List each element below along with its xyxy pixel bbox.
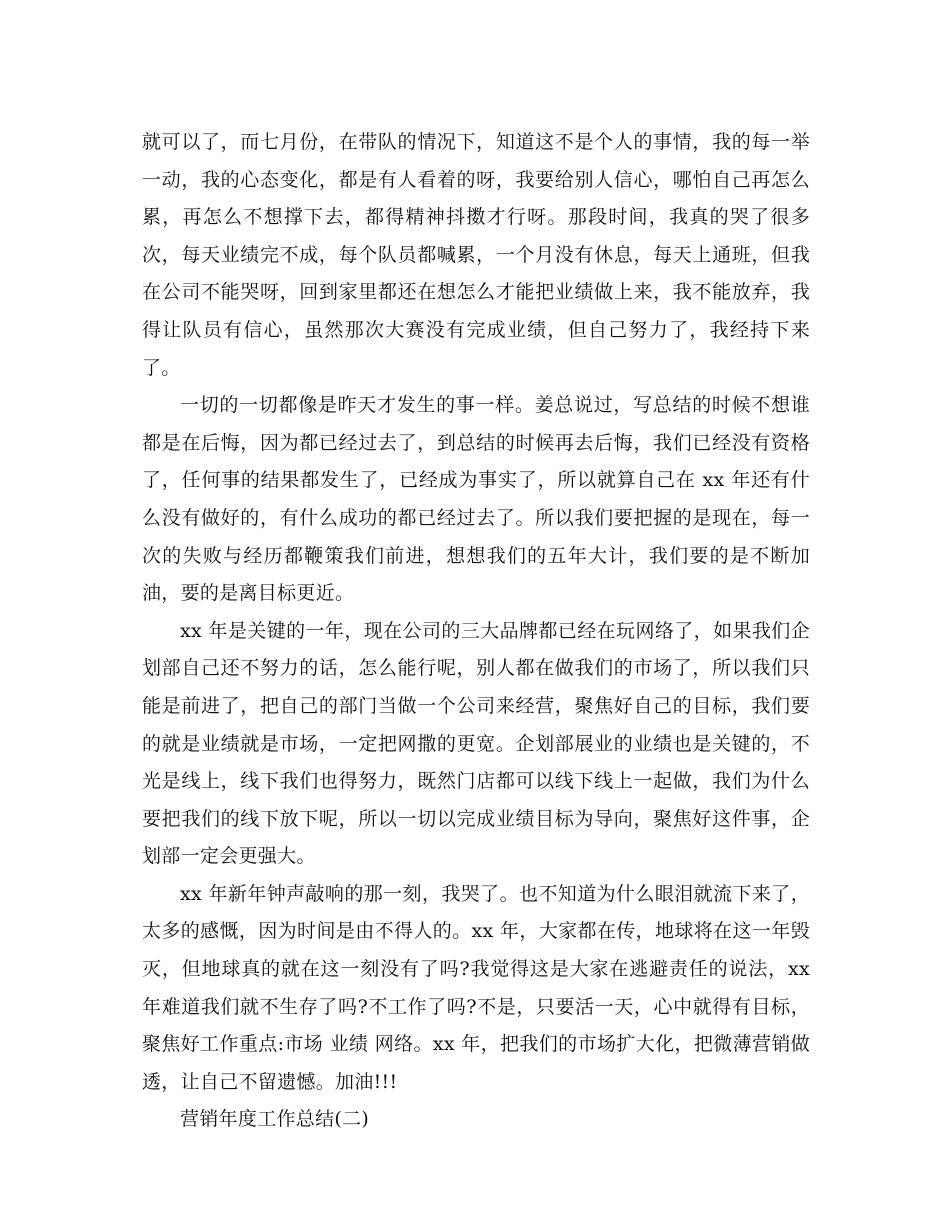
paragraph: xx 年新年钟声敲响的那一刻，我哭了。也不知道为什么眼泪就流下来了，太多的感慨，因为时间是由不得人的。xx 年，大家都在传，地球将在这一年毁灭，但地球真的就在这一刻没有了吗?我觉得这是大家在逃避责任的说法，xx 年难道我们就不生存了吗?不工作了吗?不是，只要活一天，心中就得有目标，聚焦好工作重点:市场 业绩 网络。xx 年，把我们的市场扩大化，把微薄营销做透，让自己不留遗憾。加油!!! — [142, 882, 810, 1093]
document-body — [142, 124, 810, 1139]
paragraph: 一切的一切都像是昨天才发生的事一样。姜总说过，写总结的时候不想谁都是在后悔，因为都已经过去了，到总结的时候再去后悔，我们已经没有资格了，任何事的结果都发生了，已经成为事实了，所以就算自己在 xx 年还有什么没有做好的，有什么成功的都已经过去了。所以我们要把握的是现在，每一次的失败与经历都鞭策我们前进，想想我们的五年大计，我们要的是不断加油，要的是离目标更近。 — [142, 394, 810, 605]
section-heading: 营销年度工作总结(二) — [180, 1108, 370, 1131]
paragraph-continuation: 就可以了，而七月份，在带队的情况下，知道这不是个人的事情，我的每一举一动，我的心态变化，都是有人看着的呀，我要给别人信心，哪怕自己再怎么累，再怎么不想撑下去，都得精神抖擞才行呀。那段时间，我真的哭了很多次，每天业绩完不成，每个队员都喊累，一个月没有休息，每天上通班，但我在公司不能哭呀，回到家里都还在想怎么才能把业绩做上来，我不能放弃，我得让队员有信心，虽然那次大赛没有完成业绩，但自己努力了，我经持下来了。 — [142, 131, 810, 379]
paragraph: xx 年是关键的一年，现在公司的三大品牌都已经在玩网络了，如果我们企划部自己还不努力的话，怎么能行呢，别人都在做我们的市场了，所以我们只能是前进了，把自己的部门当做一个公司来经营，聚焦好自己的目标，我们要的就是业绩就是市场，一定把网撒的更宽。企划部展业的业绩也是关键的，不光是线上，线下我们也得努力，既然门店都可以线下线上一起做，我们为什么要把我们的线下放下呢，所以一切以完成业绩目标为导向，聚焦好这件事，企划部一定会更强大。 — [142, 619, 810, 868]
